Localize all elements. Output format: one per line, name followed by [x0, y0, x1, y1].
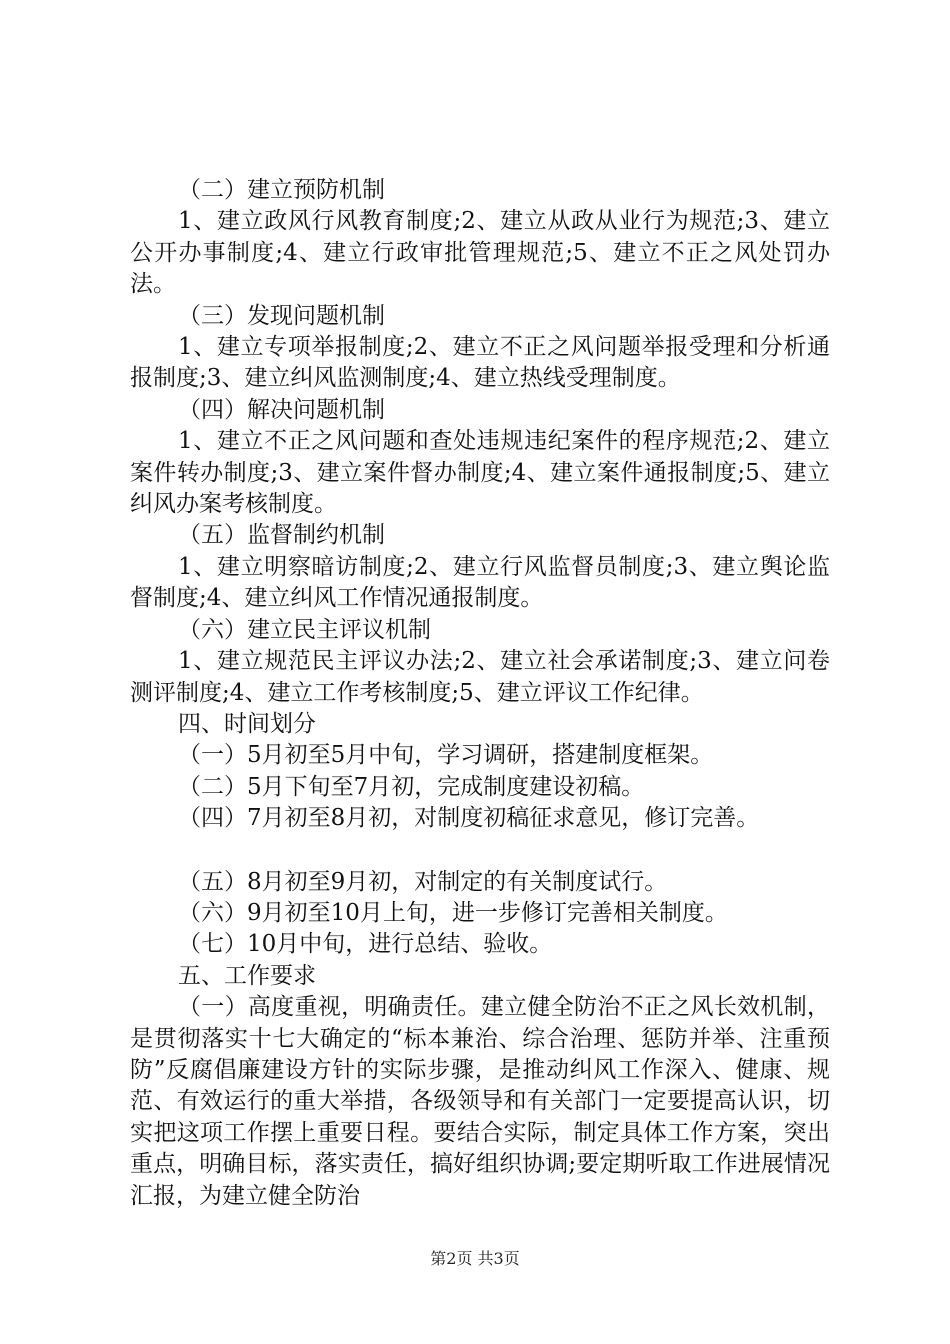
section-heading: （五）监督制约机制	[178, 522, 385, 549]
paragraph: 1、建立明察暗访制度;2、建立行风监督员制度;3、建立舆论监督制度;4、建立纠风工作情况通报制度。	[130, 553, 830, 612]
paragraph: 1、建立规范民主评议办法;2、建立社会承诺制度;3、建立问卷测评制度;4、建立工作考核制度;5、建立评议工作纪律。	[130, 648, 830, 706]
paragraph: （四）7月初至8月初，对制度初稿征求意见，修订完善。	[178, 805, 760, 832]
page-footer: 第2页 共3页	[430, 1249, 520, 1268]
paragraph: 1、建立专项举报制度;2、建立不正之风问题举报受理和分析通报制度;3、建立纠风监测制度;4、建立热线受理制度。	[130, 334, 830, 392]
section-heading: （三）发现问题机制	[178, 302, 385, 329]
section-heading: （二）建立预防机制	[178, 177, 385, 203]
paragraph: 1、建立政风行风教育制度;2、建立从政从业行为规范;3、建立公开办事制度;4、建立行政审批管理规范;5、建立不正之风处罚办法。	[130, 208, 830, 298]
paragraph: （二）5月下旬至7月初，完成制度建设初稿。	[178, 773, 645, 800]
section-heading: （四）解决问题机制	[178, 396, 385, 423]
paragraph: 四、时间划分	[178, 710, 316, 737]
paragraph: （七）10月中旬，进行总结、验收。	[178, 931, 553, 958]
paragraph: 五、工作要求	[178, 962, 316, 989]
document-body	[130, 175, 830, 1212]
section-heading: （六）建立民主评议机制	[178, 616, 431, 643]
paragraph: 1、建立不正之风问题和查处违规违纪案件的程序规范;2、建立案件转办制度;3、建立案件督办制度;4、建立案件通报制度;5、建立纠风办案考核制度。	[130, 428, 830, 518]
paragraph: （一）高度重视，明确责任。建立健全防治不正之风长效机制，是贯彻落实十七大确定的“标本兼治、综合治理、惩防并举、注重预防”反腐倡廉建设方针的实际步骤，是推动纠风工作深入、健康、规范、有效运行的重大举措，各级领导和有关部门一定要提高认识，切实把这项工作摆上重要日程。要结合实际，制定具体工作方案，突出重点，明确目标，落实责任，搞好组织协调;要定期听取工作进展情况汇报，为建立健全防治	[130, 994, 830, 1209]
blank-line	[130, 835, 830, 867]
paragraph: （一）5月初至5月中旬，学习调研，搭建制度框架。	[178, 742, 714, 769]
paragraph: （六）9月初至10月上旬，进一步修订完善相关制度。	[178, 899, 728, 926]
paragraph: （五）8月初至9月初，对制定的有关制度试行。	[178, 868, 668, 895]
